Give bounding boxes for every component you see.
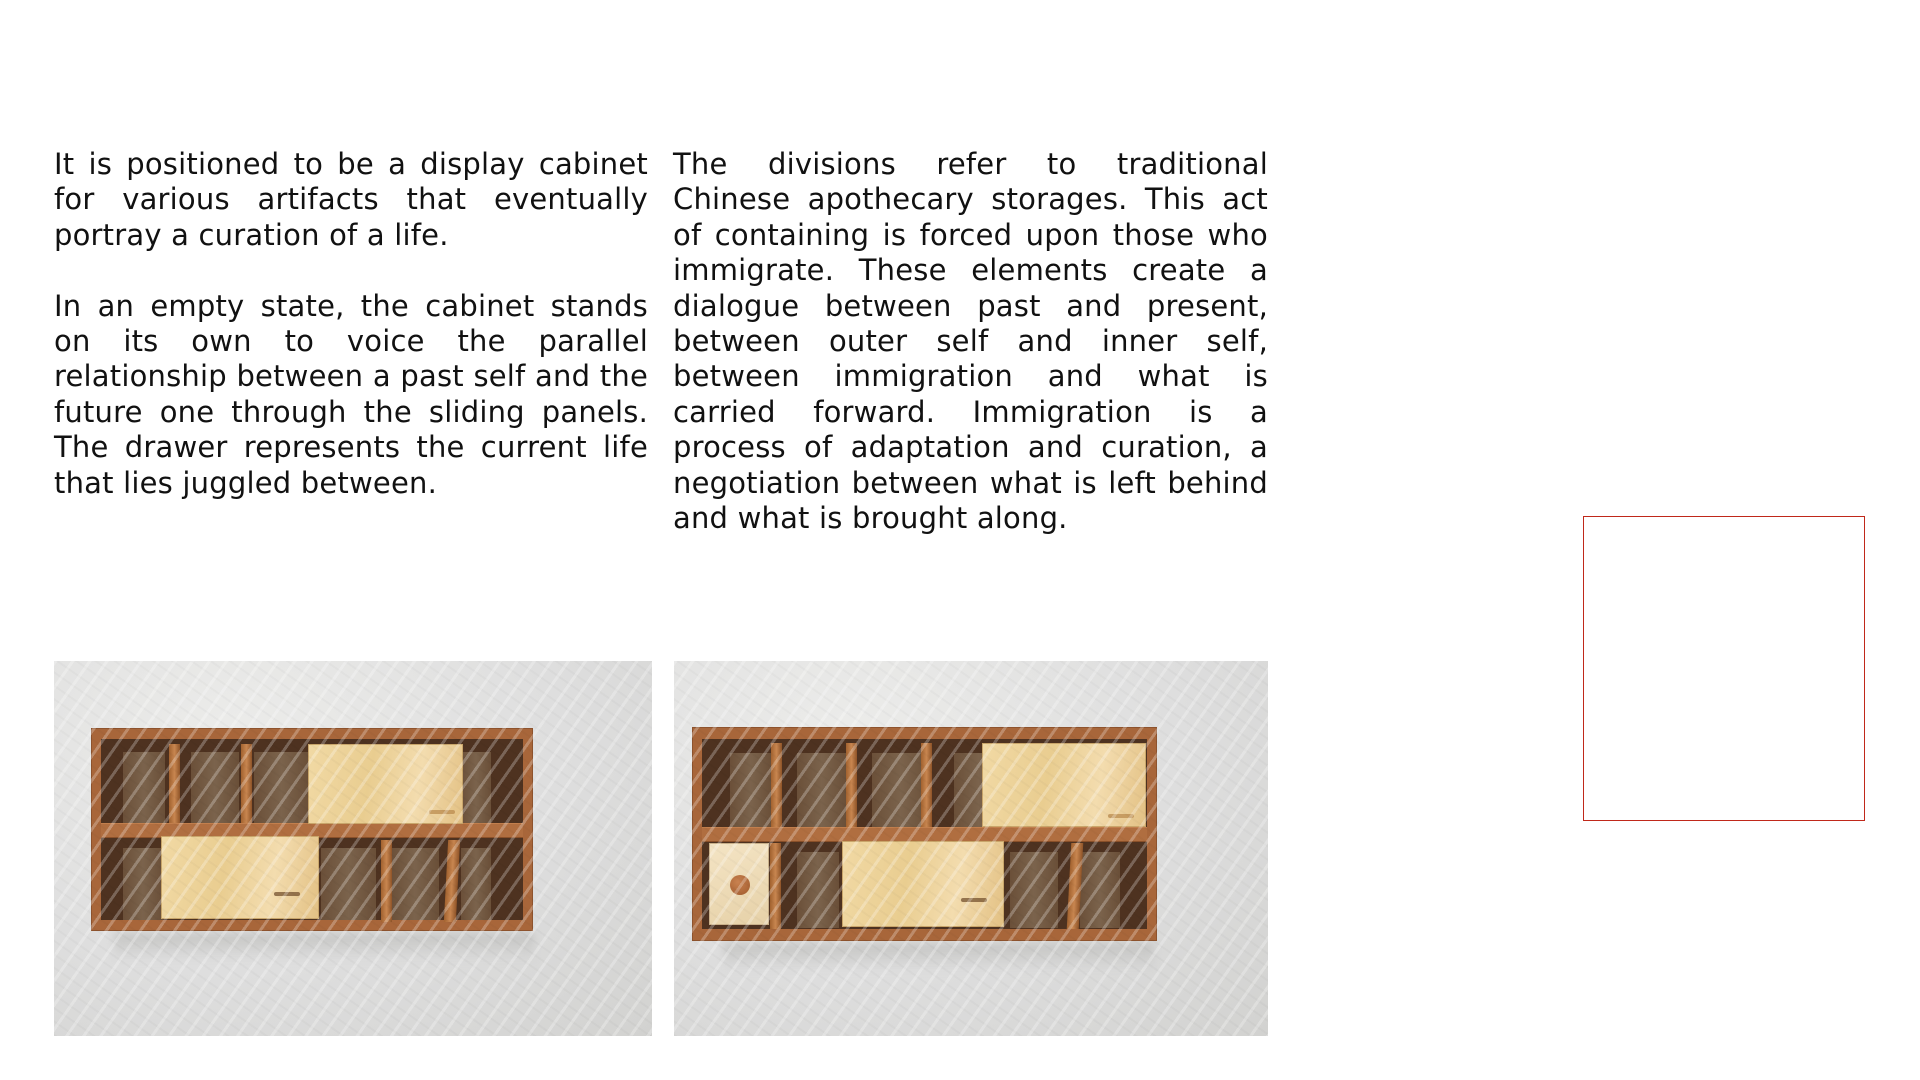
text-column-right <box>673 147 1268 536</box>
divider <box>770 843 781 929</box>
divider <box>169 744 180 832</box>
paragraph: It is positioned to be a display cabinet for various artifacts that eventually portray a curation of a life. <box>54 147 648 252</box>
cabinet-shadow <box>114 933 534 961</box>
sliding-panel-top <box>308 744 463 824</box>
divider <box>771 743 782 835</box>
cabinet <box>91 728 533 931</box>
text-column-left <box>54 147 648 501</box>
photo-cabinet-empty <box>54 661 652 1036</box>
photo-cabinet-with-drawer <box>674 661 1268 1036</box>
placeholder-frame <box>1583 516 1865 821</box>
divider <box>241 744 252 832</box>
paragraph: In an empty state, the cabinet stands on its own to voice the parallel relationship between a past self and the future one through the sliding panels. The drawer represents the current life that lies juggled between. <box>54 288 648 500</box>
paragraph: The divisions refer to traditional Chinese apothecary storages. This act of containing is forced upon those who immigrate. These elements create a dialogue between past and present, between outer self and inner self, between immigration and what is carried forward. Immigration is a process of adaptation and curation, a negotiation between what is left behind and what is brought along. <box>673 147 1268 536</box>
divider <box>921 743 932 835</box>
divider <box>846 743 857 835</box>
drawer-knob <box>730 875 750 895</box>
cabinet-shadow <box>724 943 1154 971</box>
cabinet <box>692 727 1157 941</box>
shelf <box>702 827 1147 842</box>
sliding-panel-bottom <box>842 841 1004 927</box>
sliding-panel-top <box>982 743 1146 827</box>
drawer <box>709 843 769 925</box>
sliding-panel-bottom <box>161 836 319 919</box>
divider <box>381 840 392 922</box>
